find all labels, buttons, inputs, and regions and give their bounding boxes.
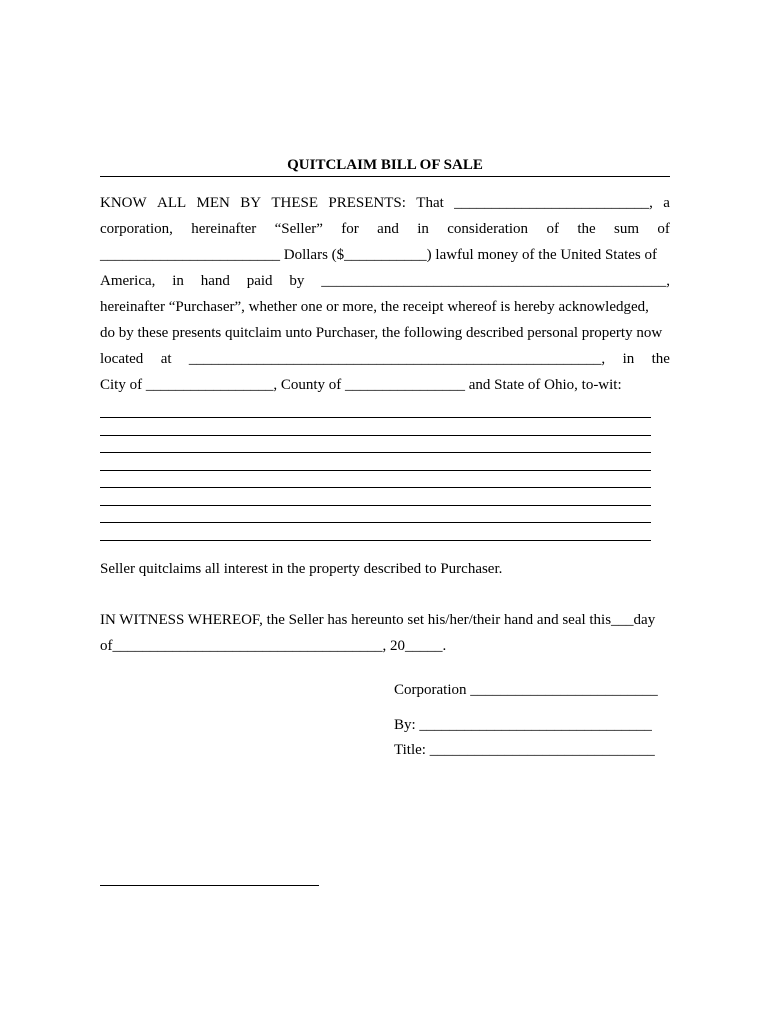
word: of [546,221,559,237]
word: ALL [157,195,187,211]
word: That [416,195,444,211]
title-signature-field[interactable]: Title: ______________________________ [394,742,655,758]
word: a [663,195,670,211]
word: and [377,221,399,237]
property-description-line[interactable] [100,452,651,453]
body-line-4 [100,272,670,290]
document-title: QUITCLAIM BILL OF SALE [287,157,483,173]
word: in [622,351,635,367]
purchaser-name-blank[interactable]: ______________________________________________, [321,273,670,289]
location-blank[interactable]: _______________________________________________________, [188,351,606,367]
word: by [289,273,305,289]
word: paid [246,273,273,289]
word: “Seller” [274,221,323,237]
word: the [651,351,670,367]
body-line-8[interactable]: City of _________________, County of ________________ and State of Ohio, to-wit: [100,377,622,393]
property-description-line[interactable] [100,540,651,541]
body-line-1 [100,194,670,212]
property-description-line[interactable] [100,505,651,506]
word: the [577,221,596,237]
word: MEN [196,195,230,211]
quitclaim-statement: Seller quitclaims all interest in the property described to Purchaser. [100,561,503,577]
body-line-7 [100,350,670,368]
property-description-line[interactable] [100,417,651,418]
word: for [341,221,359,237]
word: KNOW [100,195,147,211]
body-line-3: ________________________ Dollars ($___________) lawful money of the United States of [100,247,658,263]
property-description-line[interactable] [100,522,651,523]
witness-signature-line[interactable] [100,885,319,886]
witness-line-2[interactable]: of____________________________________, 20_____. [100,638,447,654]
word: BY [240,195,262,211]
seller-name-blank[interactable]: __________________________, [454,195,653,211]
body-line-2 [100,220,670,238]
witness-line-1[interactable]: IN WITNESS WHEREOF, the Seller has hereunto set his/her/their hand and seal this___day [100,612,656,628]
body-line-5: hereinafter “Purchaser”, whether one or more, the receipt whereof is hereby acknowledged, [100,299,649,315]
word: PRESENTS: [328,195,406,211]
word: of [657,221,670,237]
word: in [417,221,429,237]
property-description-line[interactable] [100,487,651,488]
word: sum [614,221,640,237]
word: hereinafter [191,221,257,237]
body-line-6: do by these presents quitclaim unto Purchaser, the following described personal property now [100,325,663,341]
word: corporation, [100,221,173,237]
word: at [160,351,172,367]
property-description-line[interactable] [100,470,651,471]
word: hand [200,273,230,289]
word: located [100,351,144,367]
title-underline [100,176,670,177]
property-description-line[interactable] [100,435,651,436]
word: America, [100,273,156,289]
corporation-signature-field[interactable]: Corporation _________________________ [394,682,658,698]
word: in [172,273,184,289]
word: consideration [447,221,529,237]
by-signature-field[interactable]: By: _______________________________ [394,717,652,733]
word: THESE [271,195,319,211]
